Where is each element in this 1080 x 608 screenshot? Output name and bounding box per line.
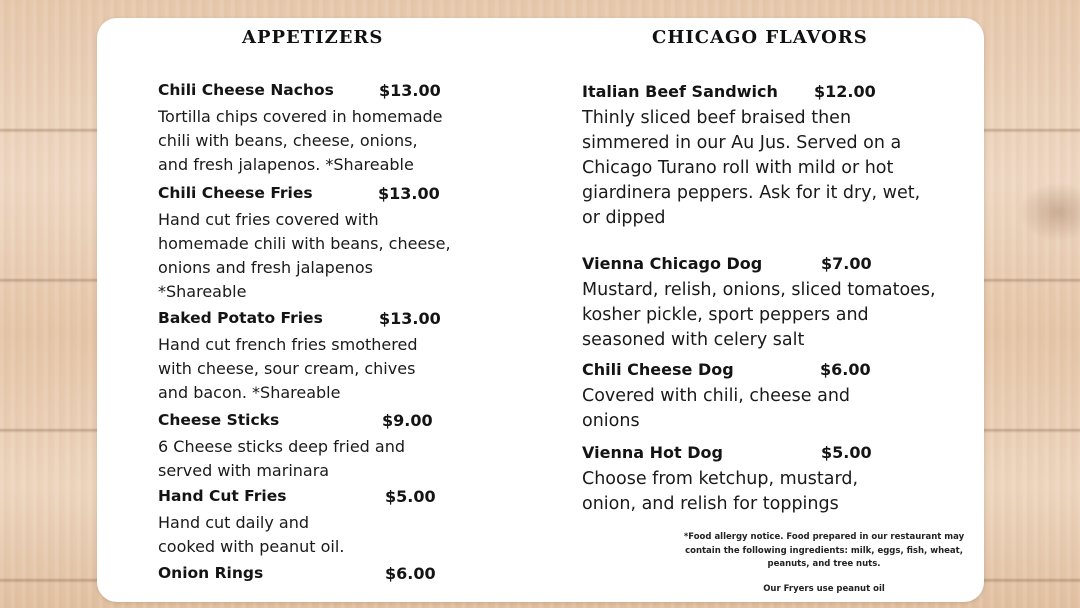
menu-item-hand-cut-fries	[158, 487, 436, 559]
menu-card	[97, 18, 984, 602]
menu-item-chili-cheese-nachos	[158, 81, 443, 177]
item-name: Chili Cheese Dog	[582, 360, 734, 379]
item-price: $6.00	[385, 564, 436, 583]
food-allergy-notice: *Food allergy notice. Food prepared in our restaurant may contain the following ingredients: milk, eggs, fish, wheat, peanuts, and tree nuts.	[683, 532, 965, 569]
item-name: Vienna Hot Dog	[582, 443, 723, 462]
wood-knot	[1018, 182, 1080, 242]
menu-item-vienna-hot-dog	[582, 443, 872, 517]
item-name: Chili Cheese Nachos	[158, 81, 334, 99]
item-price: $13.00	[378, 184, 440, 203]
item-price: $6.00	[820, 360, 871, 379]
menu-item-chili-cheese-dog	[582, 360, 871, 434]
item-price: $9.00	[382, 411, 433, 430]
menu-item-vienna-chicago-dog	[582, 254, 936, 353]
item-description: Choose from ketchup, mustard, onion, and relish for toppings	[582, 469, 859, 514]
menu-item-chili-cheese-fries	[158, 184, 451, 304]
menu-item-baked-potato-fries	[158, 309, 441, 405]
item-description: 6 Cheese sticks deep fried and served with marinara	[158, 437, 405, 480]
item-price: $7.00	[821, 254, 872, 273]
item-name: Baked Potato Fries	[158, 309, 323, 327]
item-name: Italian Beef Sandwich	[582, 82, 778, 101]
item-description: Covered with chili, cheese and onions	[582, 386, 851, 431]
item-name: Vienna Chicago Dog	[582, 254, 763, 273]
item-description: Hand cut french fries smothered with cheese, sour cream, chives and bacon. *Shareable	[158, 335, 418, 402]
item-name: Hand Cut Fries	[158, 487, 287, 505]
menu-item-italian-beef-sandwich	[582, 82, 920, 231]
item-price: $13.00	[379, 309, 441, 328]
item-description: Thinly sliced beef braised then simmered in our Au Jus. Served on a Chicago Turano roll with mild or hot giardinera peppers. Ask for it dry, wet, or dipped	[582, 108, 921, 228]
item-description: Hand cut daily and cooked with peanut oil.	[158, 513, 345, 556]
item-price: $12.00	[814, 82, 876, 101]
menu-item-cheese-sticks	[158, 411, 433, 483]
item-name: Chili Cheese Fries	[158, 184, 313, 202]
item-price: $5.00	[821, 443, 872, 462]
item-description: Hand cut fries covered with homemade chili with beans, cheese, onions and fresh jalapenos *Shareable	[158, 210, 451, 301]
appetizers-title: APPETIZERS	[242, 27, 384, 48]
item-price: $5.00	[385, 487, 436, 506]
item-name: Onion Rings	[158, 564, 264, 582]
chicago-flavors-title: CHICAGO FLAVORS	[652, 27, 868, 48]
item-price: $13.00	[379, 81, 441, 100]
item-description: Mustard, relish, onions, sliced tomatoes, kosher pickle, sport peppers and seasoned with celery salt	[582, 280, 936, 350]
item-description: Tortilla chips covered in homemade chili with beans, cheese, onions, and fresh jalapenos. *Shareable	[158, 107, 443, 174]
fryers-note: Our Fryers use peanut oil	[763, 584, 885, 594]
item-name: Cheese Sticks	[158, 411, 280, 429]
